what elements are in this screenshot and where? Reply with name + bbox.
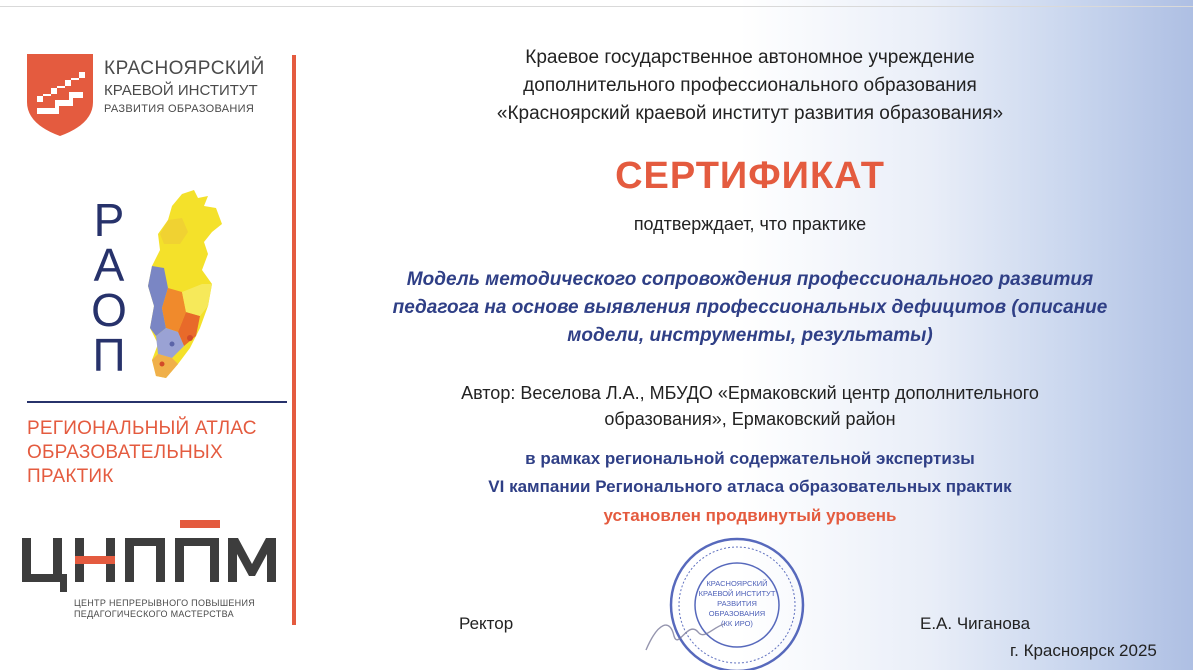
practice-title-line: педагога на основе выявления профессиональных дефицитов (описание [392, 297, 1108, 318]
institute-logo-text [104, 58, 265, 116]
practice-title [330, 266, 1170, 350]
raop-letter: Р [93, 194, 125, 246]
regional-atlas-title [27, 417, 257, 489]
practice-title-line: модели, инструменты, результаты) [567, 325, 933, 346]
raop-letter: П [92, 329, 126, 381]
confirms-text: подтверждает, что практике [633, 214, 867, 234]
issuing-organization [310, 44, 1190, 128]
cnppm-logo [20, 503, 285, 596]
org-line: «Красноярский краевой институт развития образования» [496, 103, 1004, 124]
stamp-text-line: КРАЕВОЙ ИНСТИТУТ [698, 589, 776, 598]
raop-letter: О [91, 284, 127, 336]
rector-label: Ректор [459, 614, 514, 633]
stamp-text-line: ОБРАЗОВАНИЯ [708, 609, 766, 618]
city-year: г. Красноярск 2025 [1010, 641, 1157, 660]
atlas-title-line: ОБРАЗОВАТЕЛЬНЫХ [27, 442, 223, 463]
author-line: Автор: Веселова Л.А., МБУДО «Ермаковский центр дополнительного [461, 383, 1039, 403]
signer-name: Е.А. Чиганова [920, 614, 1031, 633]
org-line: дополнительного профессионального образования [523, 75, 977, 96]
stamp-text-line: РАЗВИТИЯ [717, 599, 757, 608]
krasnoyarsk-region-map-icon [142, 188, 272, 383]
stamp-text-line: КРАСНОЯРСКИЙ [706, 579, 768, 588]
context-line: в рамках региональной содержательной экспертизы [525, 449, 975, 468]
context-line: VI кампании Регионального атласа образовательных практик [488, 477, 1012, 496]
author-line: образования», Ермаковский район [604, 409, 896, 429]
cnppm-logo-text: ЦНППМ [20, 503, 80, 520]
left-branding-column [0, 0, 300, 670]
handwritten-signature [640, 610, 730, 660]
author-info [350, 380, 1150, 432]
certificate-title: СЕРТИФИКАТ [615, 155, 885, 197]
practice-title-line: Модель методического сопровождения профессионального развития [406, 269, 1094, 290]
level-result: установлен продвинутый уровень [603, 506, 897, 525]
cnppm-subtitle [74, 598, 255, 620]
atlas-title-line: ПРАКТИК [27, 466, 114, 487]
cnppm-subtitle-line1: ЦЕНТР НЕПРЕРЫВНОГО ПОВЫШЕНИЯ [74, 598, 256, 608]
institute-logo-line3: РАЗВИТИЯ ОБРАЗОВАНИЯ [104, 103, 255, 115]
stamp-text-line: (КК ИРО) [721, 619, 753, 628]
expertise-context [350, 445, 1150, 501]
raop-vertical-logo [86, 194, 132, 381]
certificate-content [310, 0, 1190, 670]
org-line: Краевое государственное автономное учреждение [525, 47, 975, 68]
vertical-accent-line [292, 55, 296, 625]
atlas-title-line: РЕГИОНАЛЬНЫЙ АТЛАС [27, 418, 257, 439]
institute-logo-line2: КРАЕВОЙ ИНСТИТУТ [104, 82, 258, 99]
cnppm-subtitle-line2: ПЕДАГОГИЧЕСКОГО МАСТЕРСТВА [74, 609, 234, 619]
institute-logo-line1: КРАСНОЯРСКИЙ [104, 58, 265, 79]
raop-letter: А [93, 239, 125, 291]
kipk-shield-icon [25, 52, 95, 138]
left-divider [27, 401, 287, 403]
